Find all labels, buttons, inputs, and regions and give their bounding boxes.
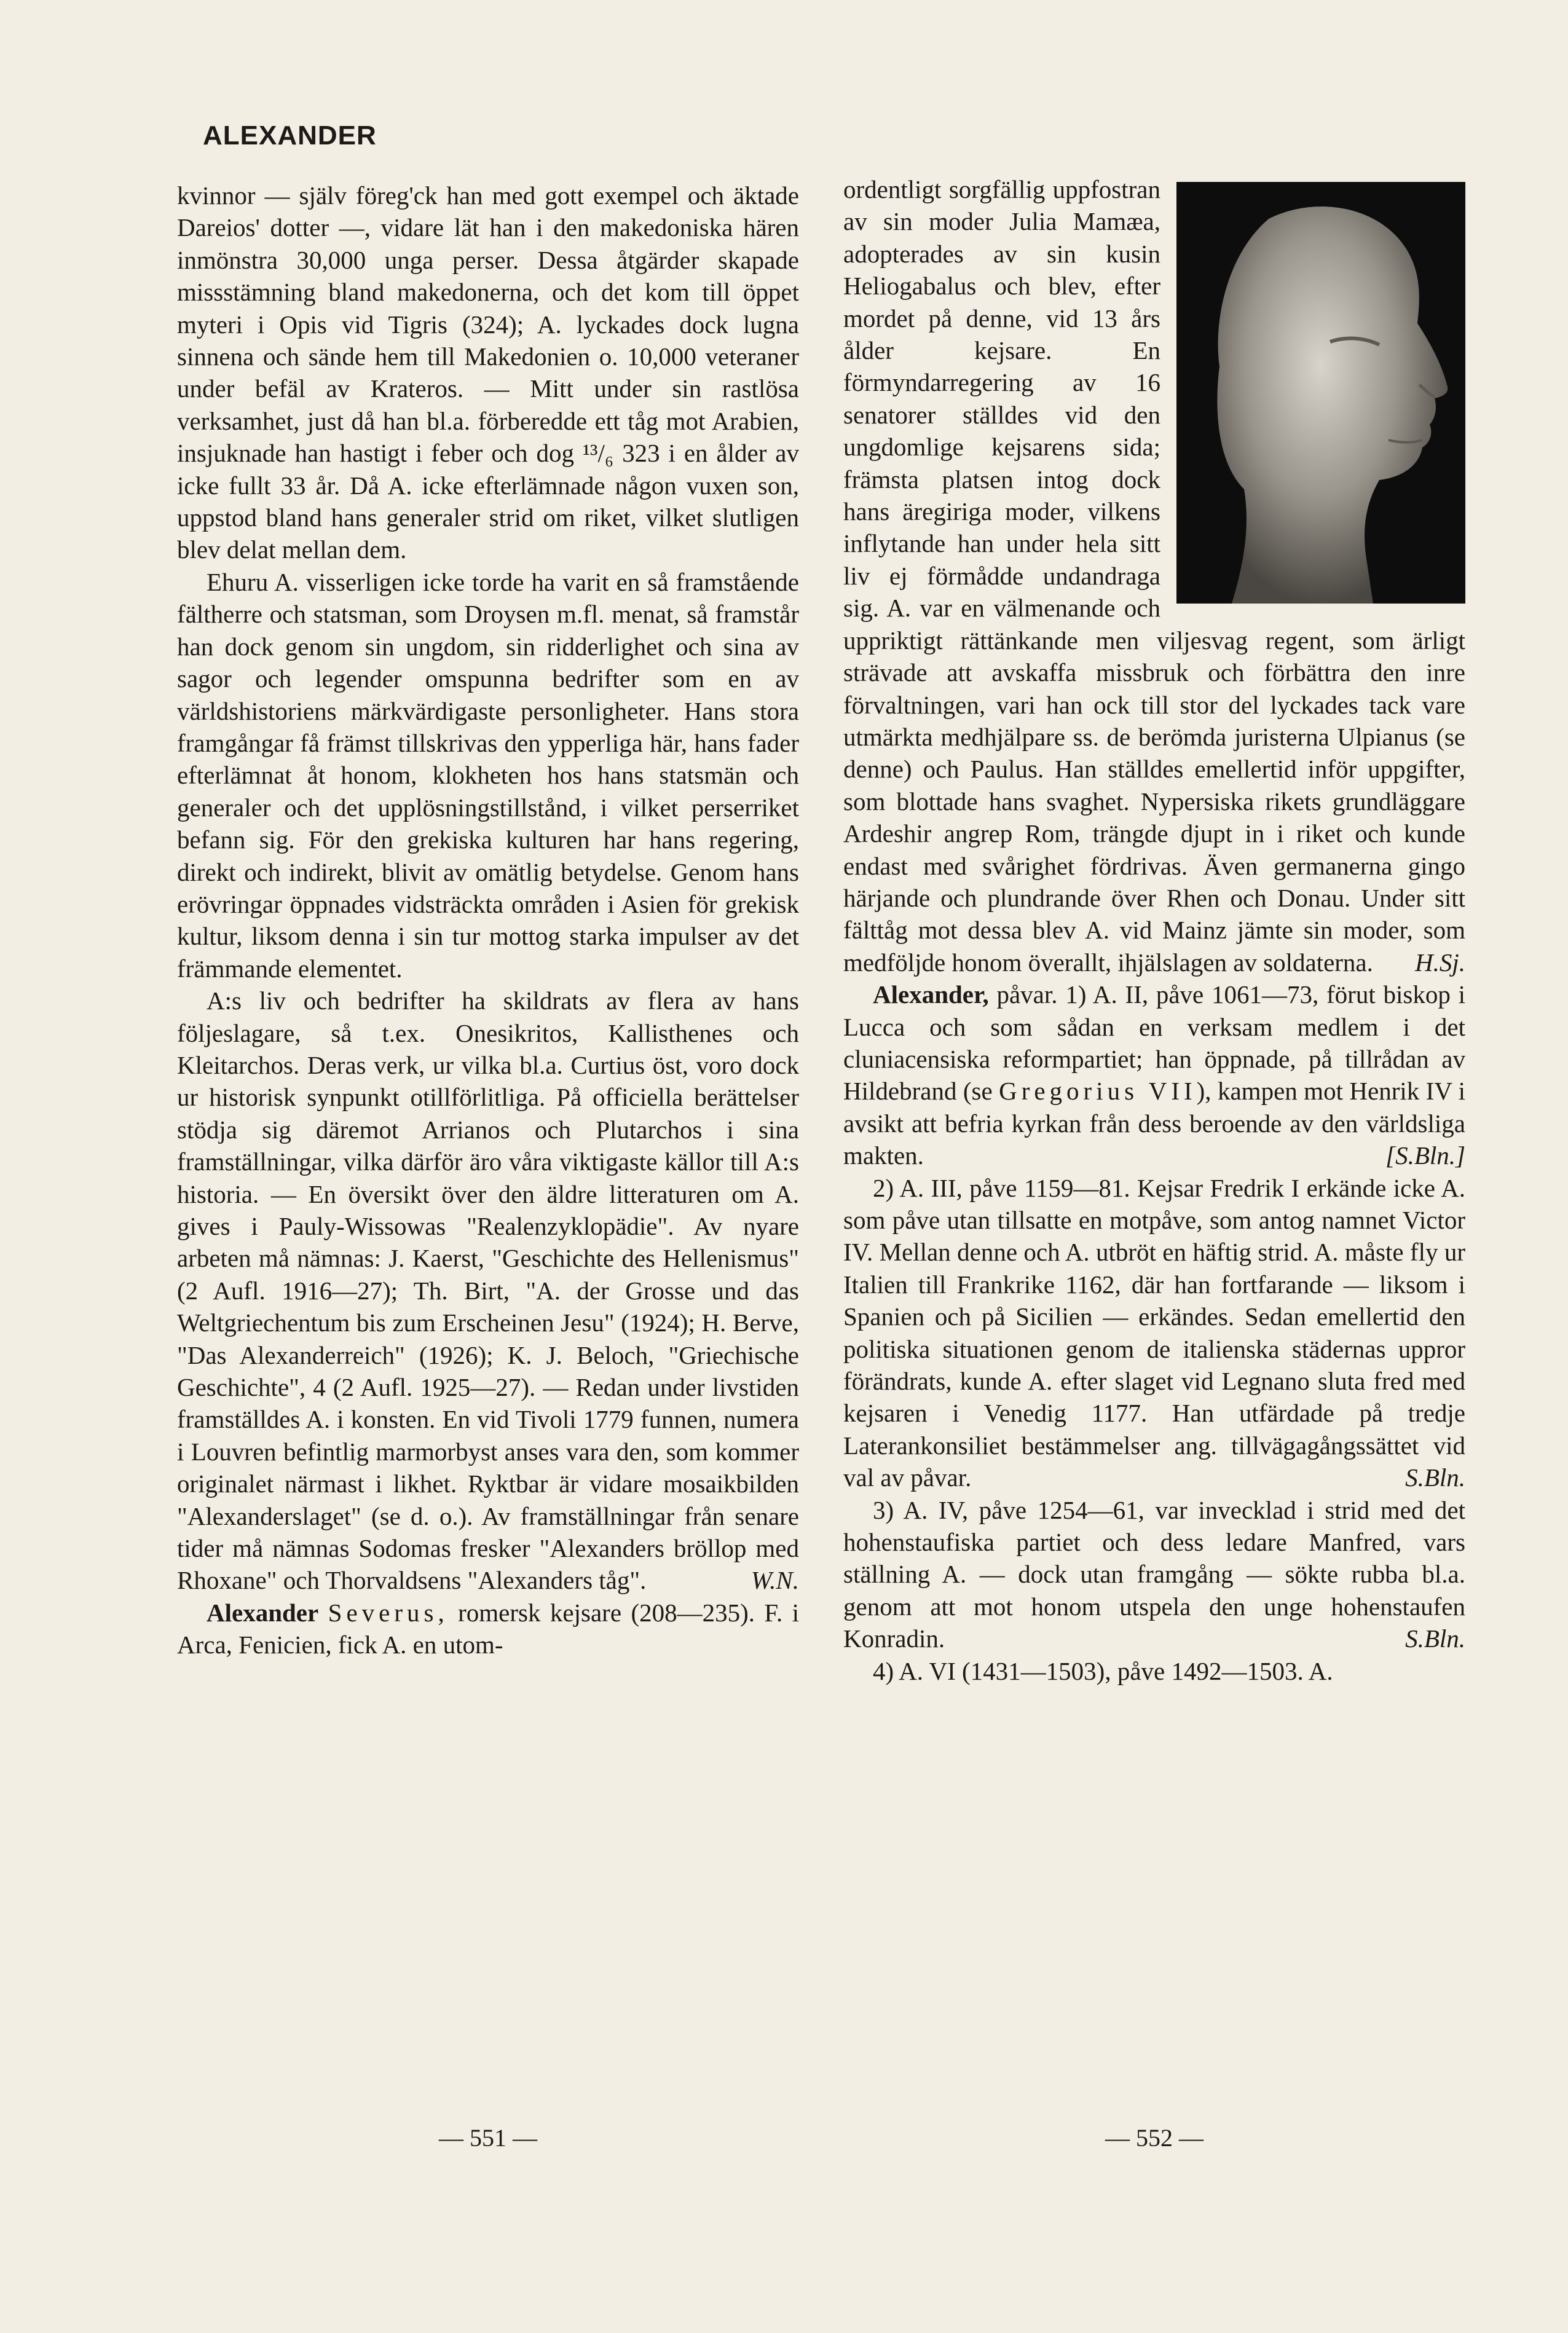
entry-headword: Alexander, (873, 980, 989, 1009)
paragraph-severus-reign (843, 173, 1465, 978)
entry-alexander-severus (177, 1597, 799, 1661)
paragraph-sources (177, 985, 799, 1597)
running-head: ALEXANDER (203, 120, 377, 151)
paragraph-assessment: Ehuru A. visserligen icke torde ha varit en så framstående fältherre och statsman, som Droysen m.fl. menat, så framstår han dock genom sin ungdom, sin ridderlighet och sina av sagor och legender omspunna bedrifter som en av världshistoriens märkvärdigaste personligheter. Hans stora framgångar få främst tillskrivas den ypperliga här, hans fader efterlämnat åt honom, klokheten hos hans statsmän och generaler och det upplösningstillstånd, i vilket perserriket befann sig. För den grekiska kulturen har hans regering, direkt och indirekt, blivit av omätlig betydelse. Genom hans erövringar öppnades vidsträckta områden i Asien för grekisk kultur, liksom denna i sin tur mottog starka impulser av det främmande elementet. (177, 567, 799, 983)
paragraph-alexander-iii (843, 1172, 1465, 1494)
entry-headword: Alexander (207, 1598, 319, 1627)
alexander-iii-text: 2) A. III, påve 1159—81. Kejsar Fredrik I erkände icke A. som påve utan tillsatte en motpåve, som antog namnet Victor IV. Mellan denne och A. utbröt en häftig strid. A. måste fly ur Italien till Frankrike 1162, där han fortfarande — liksom i Spanien och på Sicilien — erkändes. Sedan emellertid den politiska situationen genom de italienska städernas uppror förändrats, kunde A. efter slaget vid Legnano sluta fred med kejsaren i Venedig 1177. Han utfärdade på tredje Laterankonsiliet bestämmelser ang. tillvägagångssättet vid val av påvar. (843, 1173, 1465, 1492)
paragraph-alexander-death: kvinnor — själv föreg'ck han med gott exempel och äktade Dareios' dotter —, vidare lät han i den makedoniska hären inmönstra 30,000 unga perser. Dessa åtgärder skapade missstämning bland makedonerna, och det kom till öppet myteri i Opis vid Tigris (324); A. lyckades dock lugna sinnena och sände hem till Makedonien o. 10,000 veteraner under befäl av Krateros. — Mitt under sin rastlösa verksamhet, just då han bl.a. förberedde ett tåg mot Arabien, insjuknade han hastigt i feber och dog ¹³/₆ 323 i en ålder av icke fullt 33 år. Då A. icke efterlämnade någon vuxen son, uppstod bland hans generaler strid om riket, vilket slutligen blev delat mellan dem. (177, 181, 799, 564)
bust-profile-image (1176, 182, 1465, 604)
entry-text-cont: ), kampen mot Henrik IV i avsikt att befria kyrkan från dess beroende av den världsliga makten. (843, 1077, 1465, 1170)
entry-text: romersk kejsare (208—235). F. i Arca, Fenicien, fick A. en utom- (177, 1598, 800, 1659)
left-column (177, 179, 799, 1661)
severus-text: ordentligt sorgfällig uppfostran av sin moder Julia Mamæa, adopterades av sin kusin Heliogabalus och blev, efter mordet på denne, vid 13 års ålder kejsare. En förmyndarregering av 16 senatorer ställdes vid den ungdomlige kejsarens sida; främsta platsen intog dock hans äregiriga moder, vilkens inflytande han under hela sitt liv ej förmådde undandraga sig. A. var en välmenande och uppriktigt rättänkande men viljesvag regent, som ärligt strävade att avskaffa missbruk och förbättra den inre förvaltningen, vari han ock till stor del lyckades tack vare utmärkta medhjälpare ss. de berömda juristerna Ulpianus (se denne) och Paulus. Han ställdes emellertid inför uppgifter, som blottade hans svaghet. Nypersiska rikets grundläggare Ardeshir angrep Rom, trängde djupt in i riket och kunde endast med svårighet fördrivas. Även germanerna gingo härjande och plundrande över Rhen och Donau. Under sitt fälttåg mot dessa blev A. vid Mainz jämte sin moder, som medföljde honom överallt, ihjälslagen av soldaterna. (843, 175, 1465, 977)
author-signature: H.Sj. (1415, 948, 1465, 977)
author-signature: W.N. (751, 1566, 799, 1595)
entry-headword-spaced: Severus, (328, 1598, 449, 1627)
entry-spaced-name: Gregorius VII (999, 1077, 1197, 1106)
author-signature: S.Bln. (1405, 1624, 1465, 1653)
right-column (843, 173, 1465, 1687)
entry-alexander-popes (843, 978, 1465, 1171)
paragraph-alexander-iv (843, 1494, 1465, 1655)
entry-text: påvar. 1) A. II, påve 1061—73, förut biskop i Lucca och som sådan en verksam medlem i det cluniacensiska reformpartiet; han öppnade, på tillrådan av Hildebrand (se (843, 980, 1465, 1106)
author-signature: [S.Bln.] (1385, 1141, 1465, 1170)
sources-text: A:s liv och bedrifter ha skildrats av flera av hans följeslagare, så t.ex. Onesikritos, Kallisthenes och Kleitarchos. Deras verk, ur vilka bl.a. Curtius öst, voro dock ur historisk synpunkt otillförlitliga. På officiella berättelser stödja sig däremot Arrianos och Plutarchos i sina framställningar, vilka därför äro våra viktigaste källor till A:s historia. — En översikt över den äldre litteraturen om A. gives i Pauly-Wissowas "Realenzyklopädie". Av nyare arbeten må nämnas: J. Kaerst, "Geschichte des Hellenismus" (2 Aufl. 1916—27); Th. Birt, "A. der Grosse und das Weltgriechentum bis zum Erscheinen Jesu" (1924); H. Berve, "Das Alexanderreich" (1926); K. J. Beloch, "Griechische Geschichte", 4 (2 Aufl. 1925—27). — Redan under livstiden framställdes A. i konsten. En vid Tivoli 1779 funnen, numera i Louvren befintlig marmorbyst anses vara den, som kommer originalet närmast i likhet. Ryktbar är vidare mosaikbilden "Alexanderslaget" (se d. o.). Av framställningar från senare tider må nämnas Sodomas fresker "Alexanders bröllop med Rhoxane" och Thorvaldsens "Alexanders tåg". (177, 986, 799, 1595)
author-signature: S.Bln. (1405, 1463, 1465, 1492)
paragraph-alexander-vi: 4) A. VI (1431—1503), påve 1492—1503. A. (873, 1656, 1333, 1685)
page-number-left: — 551 — (439, 2124, 537, 2152)
page-number-right: — 552 — (1105, 2124, 1204, 2152)
portrait-photo (1176, 182, 1465, 604)
alexander-iv-text: 3) A. IV, påve 1254—61, var invecklad i strid med det hohenstaufiska partiet och dess ledare Manfred, vars ställning A. — dock utan framgång — sökte rubba bl.a. genom att mot honom utspela den unge hohenstaufen Konradin. (843, 1495, 1465, 1653)
